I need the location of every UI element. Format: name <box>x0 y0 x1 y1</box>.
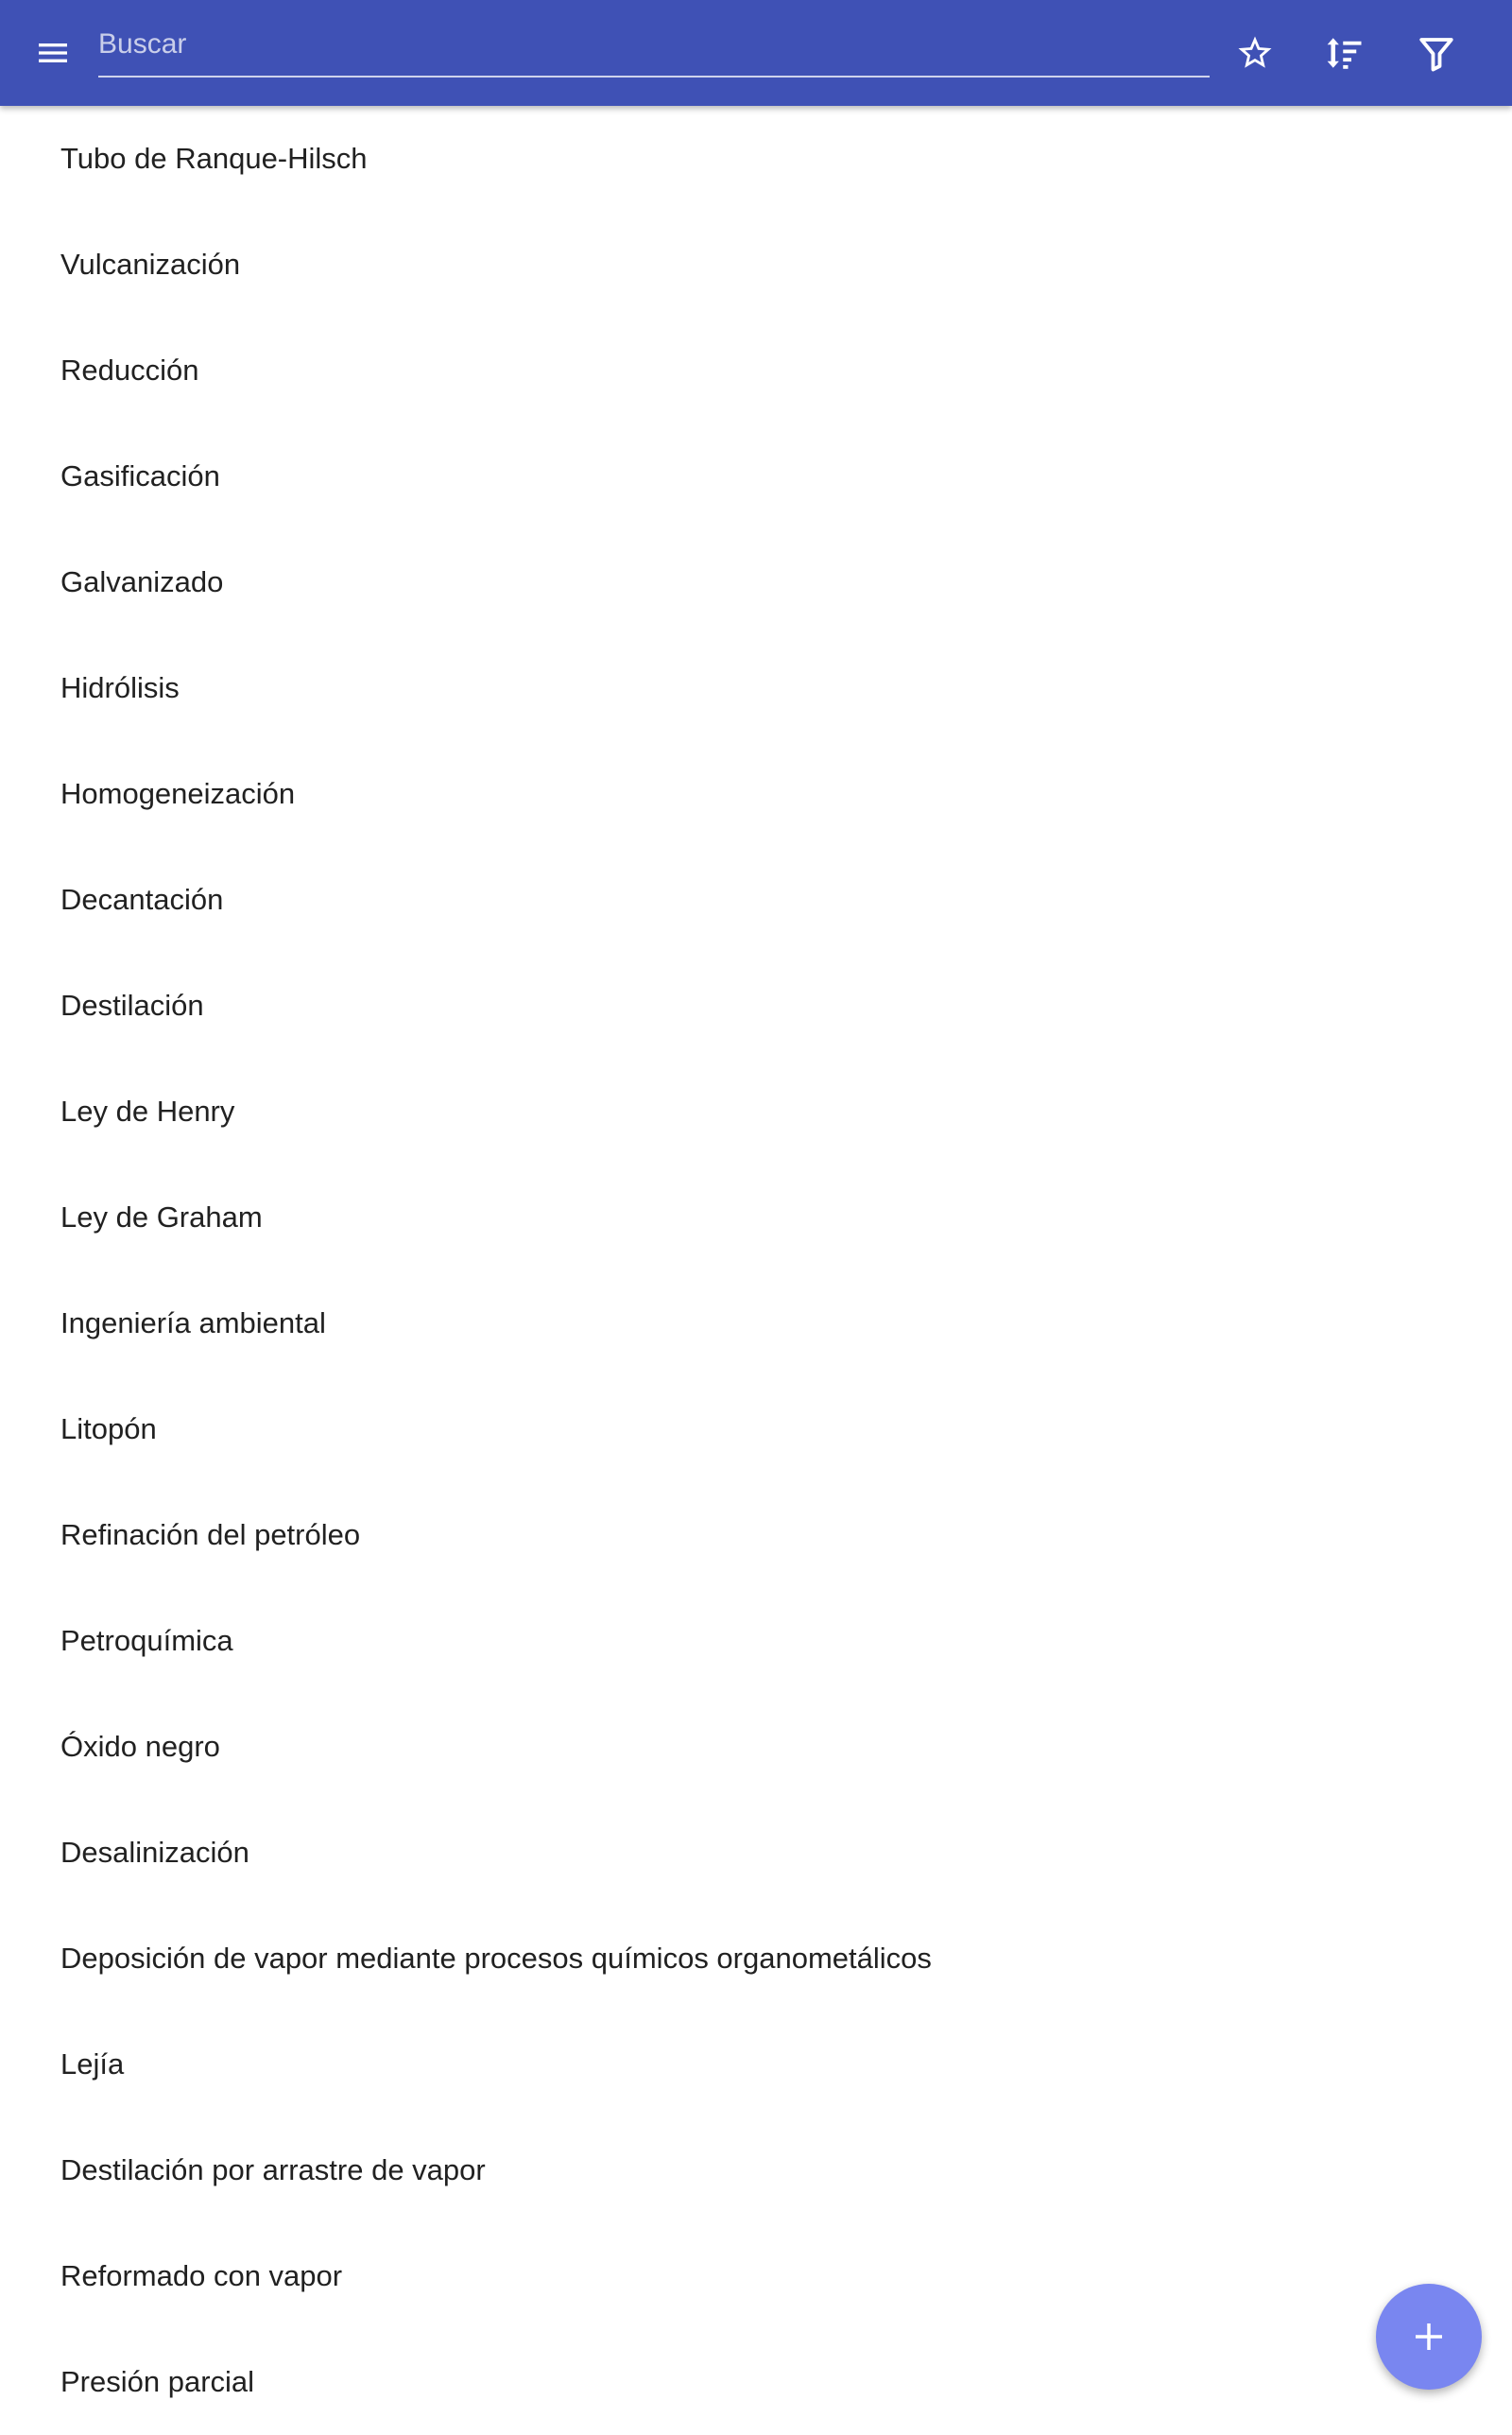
list-item[interactable]: Presión parcial <box>60 2365 255 2398</box>
list-item[interactable]: Galvanizado <box>60 565 224 598</box>
list-item[interactable]: Ley de Henry <box>60 1095 235 1128</box>
list-item[interactable]: Destilación por arrastre de vapor <box>60 2153 486 2186</box>
search-input[interactable] <box>98 17 1210 72</box>
list-item[interactable]: Ley de Graham <box>60 1200 263 1234</box>
list-item[interactable]: Óxido negro <box>60 1730 220 1763</box>
filter-icon <box>1417 33 1456 73</box>
list-item[interactable]: Hidrólisis <box>60 671 180 704</box>
favorites-button[interactable] <box>1223 21 1287 85</box>
list-item[interactable]: Deposición de vapor mediante procesos químicos organometálicos <box>60 1942 932 1975</box>
list-item[interactable]: Destilación <box>60 989 204 1022</box>
list-item[interactable]: Ingeniería ambiental <box>60 1306 326 1339</box>
list-item[interactable]: Gasificación <box>60 459 220 492</box>
sort-icon <box>1325 33 1365 73</box>
list-item[interactable]: Tubo de Ranque-Hilsch <box>60 142 368 175</box>
star-outline-icon <box>1235 33 1275 73</box>
list-item[interactable]: Decantación <box>60 883 224 916</box>
items-list <box>0 106 1512 2435</box>
list-item[interactable]: Refinación del petróleo <box>60 1518 361 1551</box>
add-button[interactable] <box>1376 2284 1482 2390</box>
plus-icon <box>1409 2317 1449 2357</box>
app-bar <box>0 0 1512 106</box>
list-item[interactable]: Homogeneización <box>60 777 296 810</box>
list-item[interactable]: Reformado con vapor <box>60 2259 343 2292</box>
list-item[interactable]: Petroquímica <box>60 1624 233 1657</box>
filter-button[interactable] <box>1404 21 1469 85</box>
sort-button[interactable] <box>1313 21 1377 85</box>
list-item[interactable]: Vulcanización <box>60 248 241 281</box>
hamburger-menu-icon <box>34 34 72 72</box>
list-item[interactable]: Litopón <box>60 1412 157 1445</box>
menu-button[interactable] <box>21 21 85 85</box>
list-item[interactable]: Lejía <box>60 2047 125 2081</box>
list-item[interactable]: Reducción <box>60 354 199 387</box>
list-item[interactable]: Desalinización <box>60 1836 249 1869</box>
search-field <box>98 17 1210 78</box>
